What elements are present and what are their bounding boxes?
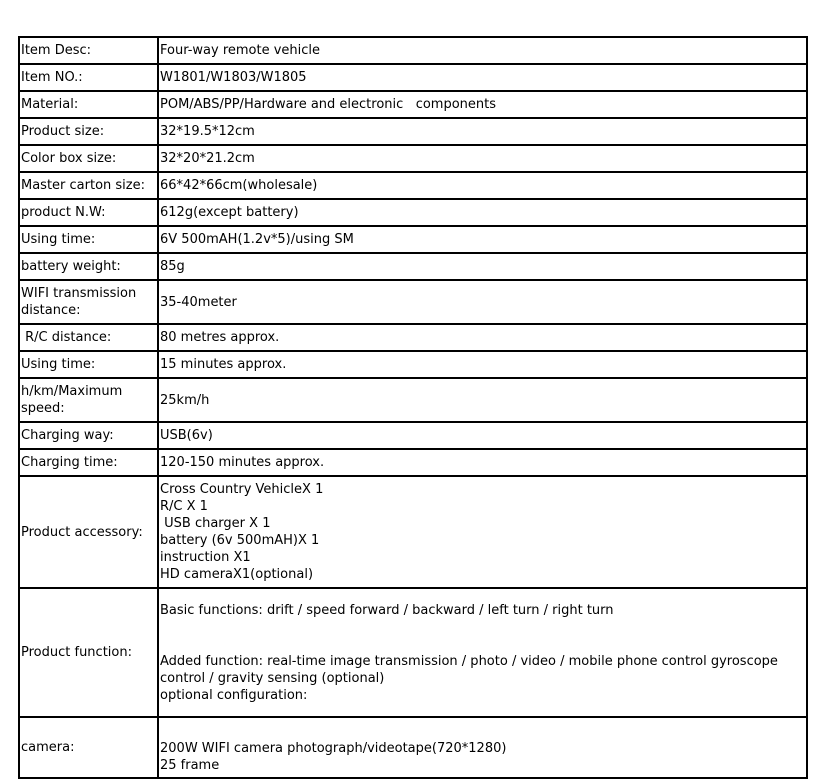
table-row — [19, 253, 807, 280]
row-label: battery weight: — [19, 253, 158, 280]
accessory-row — [19, 476, 807, 588]
accessory-value — [158, 476, 807, 588]
row-label: Item Desc: — [19, 37, 158, 64]
table-row — [19, 64, 807, 91]
function-spacer — [160, 619, 804, 653]
table-row — [19, 378, 807, 422]
accessory-item: HD cameraX1(optional) — [160, 567, 314, 582]
table-row — [19, 172, 807, 199]
row-value: 6V 500mAH(1.2v*5)/using SM — [158, 226, 807, 253]
row-label: Color box size: — [19, 145, 158, 172]
row-value: 120-150 minutes approx. — [158, 449, 807, 476]
row-value-text: POM/ABS/PP/Hardware and electronic components — [160, 97, 497, 112]
row-value: USB(6v) — [158, 422, 807, 449]
table-row — [19, 351, 807, 378]
camera-row — [19, 717, 807, 778]
row-label: h/km/Maximum speed: — [19, 378, 158, 422]
row-value: 25km/h — [158, 378, 807, 422]
row-value: 66*42*66cm(wholesale) — [158, 172, 807, 199]
row-value: 85g — [158, 253, 807, 280]
accessory-item: R/C X 1 — [160, 499, 208, 514]
row-value: 15 minutes approx. — [158, 351, 807, 378]
row-label: Charging time: — [19, 449, 158, 476]
row-value: 80 metres approx. — [158, 324, 807, 351]
function-row — [19, 588, 807, 717]
row-value — [158, 91, 807, 118]
camera-value — [158, 717, 807, 778]
row-label-text: R/C distance: — [21, 330, 112, 345]
row-value: 35-40meter — [158, 280, 807, 324]
row-label: Charging way: — [19, 422, 158, 449]
row-label: Using time: — [19, 351, 158, 378]
accessory-label: Product accessory: — [19, 476, 158, 588]
spec-table — [18, 36, 808, 779]
table-row — [19, 226, 807, 253]
function-value — [158, 588, 807, 717]
table-row — [19, 449, 807, 476]
row-value: Four-way remote vehicle — [158, 37, 807, 64]
table-row — [19, 91, 807, 118]
function-label: Product function: — [19, 588, 158, 717]
camera-label: camera: — [19, 717, 158, 778]
accessory-item: Cross Country VehicleX 1 — [160, 482, 324, 497]
row-label: Material: — [19, 91, 158, 118]
table-row — [19, 199, 807, 226]
row-value: 32*20*21.2cm — [158, 145, 807, 172]
accessory-item: USB charger X 1 — [160, 516, 271, 531]
accessory-item: instruction X1 — [160, 550, 251, 565]
row-label: Using time: — [19, 226, 158, 253]
table-row — [19, 422, 807, 449]
table-row — [19, 37, 807, 64]
row-value: 612g(except battery) — [158, 199, 807, 226]
row-label: product N.W: — [19, 199, 158, 226]
accessory-item: battery (6v 500mAH)X 1 — [160, 533, 320, 548]
table-row — [19, 280, 807, 324]
table-row — [19, 118, 807, 145]
camera-line: 25 frame — [160, 758, 220, 773]
row-value: 32*19.5*12cm — [158, 118, 807, 145]
row-label: Item NO.: — [19, 64, 158, 91]
table-row — [19, 324, 807, 351]
row-value: W1801/W1803/W1805 — [158, 64, 807, 91]
function-basic: Basic functions: drift / speed forward / backward / left turn / right turn — [160, 602, 614, 618]
row-label — [19, 324, 158, 351]
function-optional: optional configuration: — [160, 687, 308, 703]
camera-line: 200W WIFI camera photograph/videotape(720*1280) — [160, 741, 507, 756]
row-label: Master carton size: — [19, 172, 158, 199]
row-label: WIFI transmission distance: — [19, 280, 158, 324]
table-row — [19, 145, 807, 172]
function-added: Added function: real-time image transmission / photo / video / mobile phone control gyroscope control / gravity sensing (optional) — [160, 653, 783, 686]
row-label: Product size: — [19, 118, 158, 145]
